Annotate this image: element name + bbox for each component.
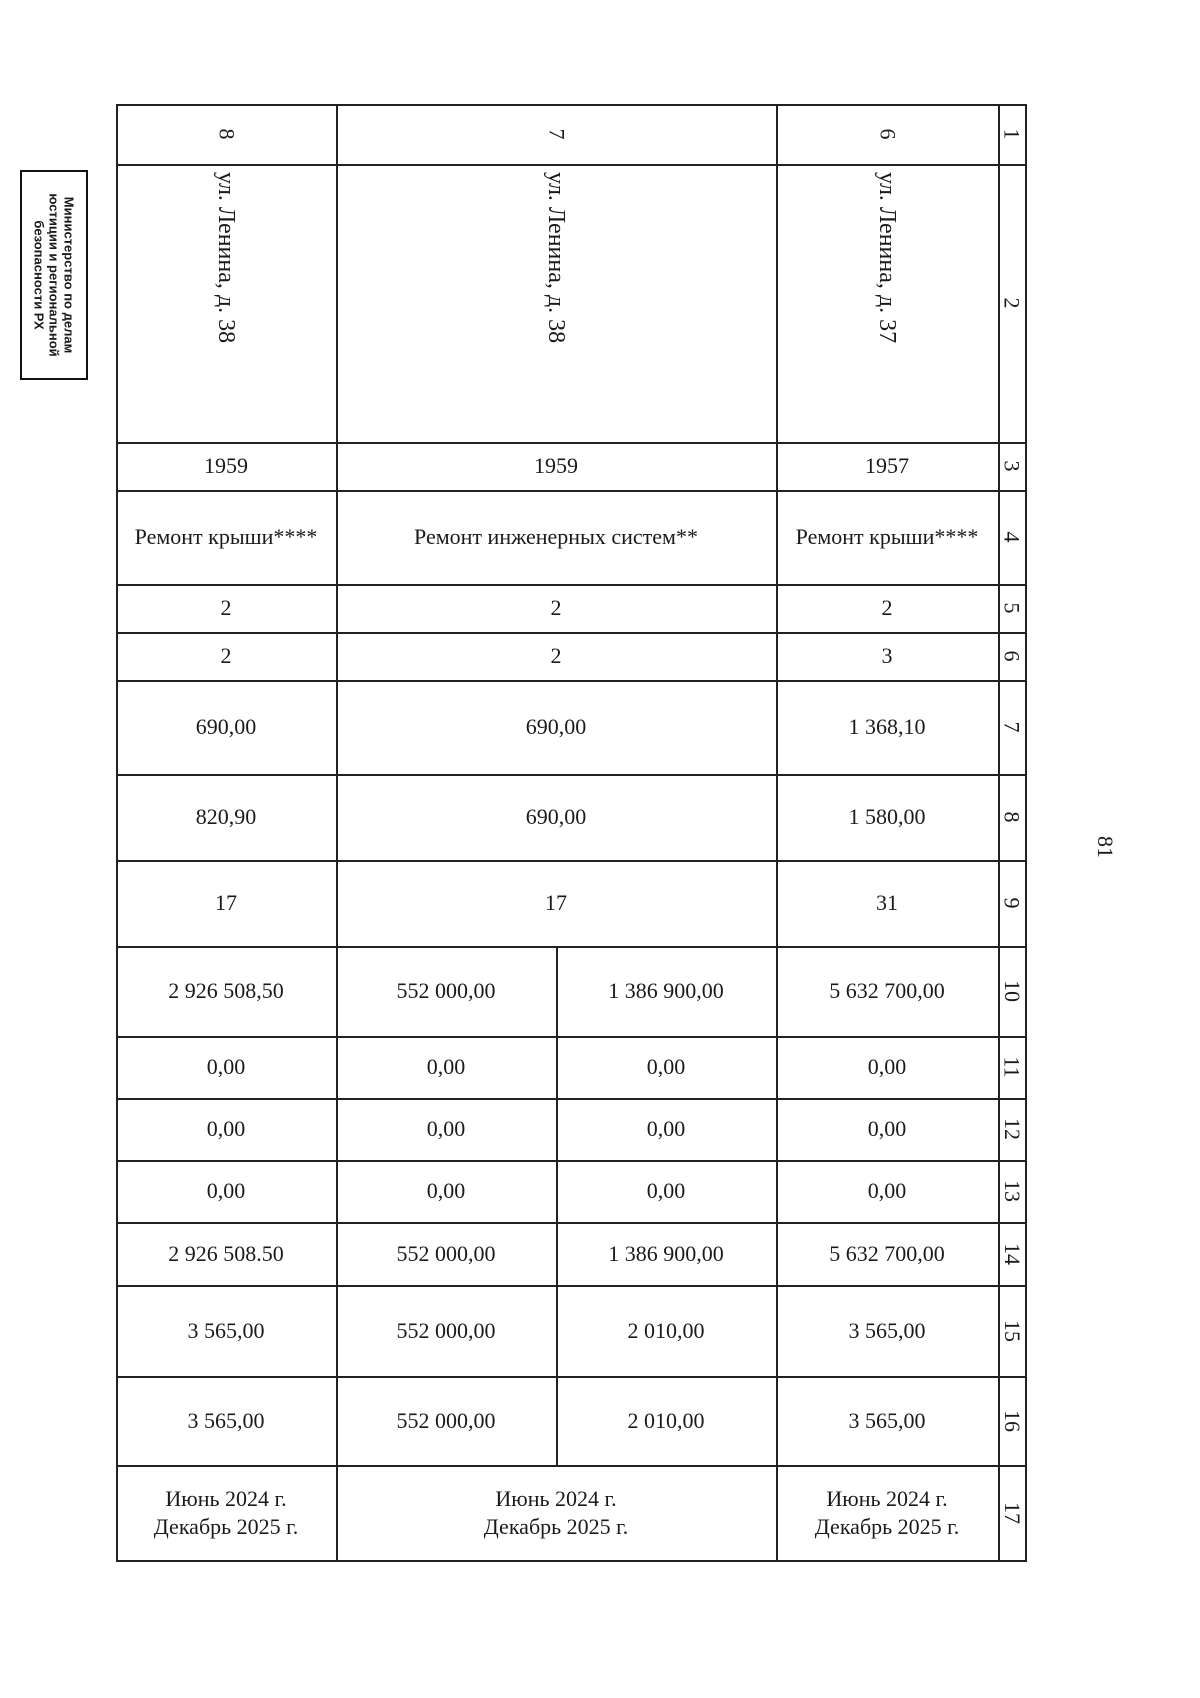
row-number-17 bbox=[998, 1465, 1025, 1560]
col-a-row14 bbox=[776, 1222, 998, 1285]
col-b-row14-left-text: 552 000,00 bbox=[396, 1240, 496, 1266]
col-b-row17-line1: Июнь 2024 г. bbox=[495, 1485, 617, 1511]
col-b-row6 bbox=[336, 632, 776, 680]
col-b-row11-left-text: 0,00 bbox=[426, 1054, 466, 1079]
col-c-row14 bbox=[116, 1222, 336, 1285]
col-b-row13-left-text: 0,00 bbox=[426, 1178, 466, 1203]
col-b-row14-left bbox=[336, 1222, 556, 1285]
col-c-year bbox=[116, 442, 336, 490]
col-a-row12-text: 0,00 bbox=[867, 1116, 907, 1141]
col-c-row15-text: 3 565,00 bbox=[187, 1317, 265, 1343]
col-c-row13-text: 0,00 bbox=[206, 1178, 246, 1203]
col-c-row16 bbox=[116, 1376, 336, 1465]
col-c-row9-text: 17 bbox=[215, 890, 237, 915]
col-c-row17-line1: Июнь 2024 г. bbox=[165, 1485, 287, 1511]
col-b-row15-right-text: 2 010,00 bbox=[627, 1317, 705, 1343]
row-number-6-text: 6 bbox=[999, 650, 1025, 662]
col-a-row14-text: 5 632 700,00 bbox=[829, 1240, 945, 1266]
row-number-6 bbox=[998, 632, 1025, 680]
row-number-16 bbox=[998, 1376, 1025, 1465]
col-a-row17-line2: Декабрь 2025 г. bbox=[814, 1513, 960, 1539]
col-b-row16-right bbox=[556, 1376, 776, 1465]
col-b-year bbox=[336, 442, 776, 490]
col-b-row13-left bbox=[336, 1160, 556, 1222]
col-a-row6 bbox=[776, 632, 998, 680]
row-number-3-text: 3 bbox=[999, 460, 1025, 472]
row-number-5-text: 5 bbox=[999, 602, 1025, 614]
col-a-row11 bbox=[776, 1036, 998, 1098]
row-number-11 bbox=[998, 1036, 1025, 1098]
col-a-row13-text: 0,00 bbox=[867, 1178, 907, 1203]
row-number-12-text: 12 bbox=[999, 1118, 1025, 1140]
col-a-row6-text: 3 bbox=[881, 643, 893, 668]
col-c-row14-text: 2 926 508.50 bbox=[168, 1240, 284, 1266]
col-a-number bbox=[776, 104, 998, 164]
col-b-address: ул. Ленина, д. 38 bbox=[543, 172, 569, 344]
col-b-row5 bbox=[336, 584, 776, 632]
row-number-16-text: 16 bbox=[999, 1409, 1025, 1432]
row-number-1 bbox=[998, 104, 1025, 164]
col-b-number bbox=[336, 104, 776, 164]
col-c-row17-line2: Декабрь 2025 г. bbox=[153, 1513, 299, 1539]
col-c-address: ул. Ленина, д. 38 bbox=[213, 172, 239, 344]
col-a-row9-text: 31 bbox=[876, 890, 898, 915]
row-number-8 bbox=[998, 774, 1025, 860]
col-c-address-cell bbox=[116, 164, 336, 442]
row-number-7 bbox=[998, 680, 1025, 774]
col-a-work-type-text: Ремонт крыши**** bbox=[795, 524, 979, 549]
col-b-row6-text: 2 bbox=[550, 643, 562, 668]
col-b-row16-left-text: 552 000,00 bbox=[396, 1407, 496, 1433]
col-c-row10 bbox=[116, 946, 336, 1036]
col-b-row11-right-text: 0,00 bbox=[646, 1054, 686, 1079]
col-b-row11-right bbox=[556, 1036, 776, 1098]
col-c-year-text: 1959 bbox=[204, 453, 248, 478]
col-a-row7-text: 1 368,10 bbox=[848, 714, 926, 739]
row-number-2 bbox=[998, 164, 1025, 442]
col-a-year-text: 1957 bbox=[865, 453, 909, 478]
col-c-row6 bbox=[116, 632, 336, 680]
col-a-row15-text: 3 565,00 bbox=[848, 1317, 926, 1343]
col-c-row15 bbox=[116, 1285, 336, 1376]
row-number-17-text: 17 bbox=[999, 1501, 1025, 1524]
page-number: 81 bbox=[1093, 836, 1118, 858]
row-number-11-text: 11 bbox=[999, 1056, 1025, 1078]
col-c-row9 bbox=[116, 860, 336, 946]
col-c-row11 bbox=[116, 1036, 336, 1098]
col-b-address-cell bbox=[336, 164, 776, 442]
col-b-row12-right bbox=[556, 1098, 776, 1160]
col-a-row8 bbox=[776, 774, 998, 860]
col-b-row8-text: 690,00 bbox=[525, 804, 587, 829]
col-a-row5 bbox=[776, 584, 998, 632]
col-c-number-text: 8 bbox=[214, 128, 239, 140]
col-c-row8 bbox=[116, 774, 336, 860]
col-c-row12-text: 0,00 bbox=[206, 1116, 246, 1141]
col-b-row10-right bbox=[556, 946, 776, 1036]
row-number-5 bbox=[998, 584, 1025, 632]
col-b-row16-left bbox=[336, 1376, 556, 1465]
row-number-10-text: 10 bbox=[999, 980, 1025, 1002]
col-b-row12-right-text: 0,00 bbox=[646, 1116, 686, 1141]
col-b-row7-text: 690,00 bbox=[525, 714, 587, 739]
col-c-row7 bbox=[116, 680, 336, 774]
col-b-work-type bbox=[336, 490, 776, 584]
col-c-row5 bbox=[116, 584, 336, 632]
col-a-row17 bbox=[776, 1465, 998, 1560]
col-c-row17 bbox=[116, 1465, 336, 1560]
col-b-row15-left-text: 552 000,00 bbox=[396, 1317, 496, 1343]
col-a-row10 bbox=[776, 946, 998, 1036]
col-b-row17-line2: Декабрь 2025 г. bbox=[483, 1513, 629, 1539]
col-c-row10-text: 2 926 508,50 bbox=[168, 978, 284, 1003]
row-number-1-text: 1 bbox=[999, 128, 1025, 140]
row-number-13 bbox=[998, 1160, 1025, 1222]
col-a-row16 bbox=[776, 1376, 998, 1465]
row-number-9-text: 9 bbox=[999, 897, 1025, 909]
col-a-row10-text: 5 632 700,00 bbox=[829, 978, 945, 1003]
col-a-row5-text: 2 bbox=[881, 595, 893, 620]
col-c-work-type bbox=[116, 490, 336, 584]
col-b-row8 bbox=[336, 774, 776, 860]
col-b-row7 bbox=[336, 680, 776, 774]
col-a-year bbox=[776, 442, 998, 490]
row-number-13-text: 13 bbox=[999, 1180, 1025, 1202]
col-b-row12-left bbox=[336, 1098, 556, 1160]
table-right-border bbox=[1025, 104, 1027, 1562]
col-a-address-cell bbox=[776, 164, 998, 442]
col-a-work-type bbox=[776, 490, 998, 584]
row-number-8-text: 8 bbox=[999, 811, 1025, 823]
row-number-14-text: 14 bbox=[999, 1242, 1025, 1265]
col-b-row14-right-text: 1 386 900,00 bbox=[608, 1240, 724, 1266]
col-b-row11-left bbox=[336, 1036, 556, 1098]
col-a-address: ул. Ленина, д. 37 bbox=[874, 172, 900, 344]
col-b-row15-right bbox=[556, 1285, 776, 1376]
col-a-row15 bbox=[776, 1285, 998, 1376]
col-b-row16-right-text: 2 010,00 bbox=[627, 1407, 705, 1433]
col-c-row5-text: 2 bbox=[220, 595, 232, 620]
col-a-row16-text: 3 565,00 bbox=[848, 1407, 926, 1433]
col-b-row10-right-text: 1 386 900,00 bbox=[608, 978, 724, 1003]
col-c-row8-text: 820,90 bbox=[195, 804, 257, 829]
col-b-row5-text: 2 bbox=[550, 595, 562, 620]
col-c-work-type-text: Ремонт крыши**** bbox=[134, 524, 318, 549]
stamp-text: Министерство по делам юстиции и региональной безопасности РХ bbox=[31, 193, 77, 357]
col-b-year-text: 1959 bbox=[534, 453, 578, 478]
row-number-15-text: 15 bbox=[999, 1319, 1025, 1342]
row-number-4 bbox=[998, 490, 1025, 584]
row-border-17 bbox=[116, 1560, 1027, 1562]
col-b-row14-right bbox=[556, 1222, 776, 1285]
col-a-row9 bbox=[776, 860, 998, 946]
col-b-row10-left-text: 552 000,00 bbox=[396, 978, 496, 1003]
col-b-row15-left bbox=[336, 1285, 556, 1376]
row-number-3 bbox=[998, 442, 1025, 490]
row-number-7-text: 7 bbox=[999, 721, 1025, 733]
col-b-number-text: 7 bbox=[544, 128, 569, 140]
row-number-9 bbox=[998, 860, 1025, 946]
col-b-row10-left bbox=[336, 946, 556, 1036]
col-c-number bbox=[116, 104, 336, 164]
col-a-row7 bbox=[776, 680, 998, 774]
col-a-row12 bbox=[776, 1098, 998, 1160]
row-number-10 bbox=[998, 946, 1025, 1036]
col-b-work-type-text: Ремонт инженерных систем** bbox=[414, 524, 698, 549]
col-a-row8-text: 1 580,00 bbox=[848, 804, 926, 829]
row-number-14 bbox=[998, 1222, 1025, 1285]
col-c-row16-text: 3 565,00 bbox=[187, 1407, 265, 1433]
col-b-row12-left-text: 0,00 bbox=[426, 1116, 466, 1141]
col-c-row7-text: 690,00 bbox=[195, 714, 257, 739]
row-number-2-text: 2 bbox=[999, 297, 1025, 309]
col-a-row17-line1: Июнь 2024 г. bbox=[826, 1485, 948, 1511]
col-b-row9 bbox=[336, 860, 776, 946]
col-c-row13 bbox=[116, 1160, 336, 1222]
col-b-row13-right bbox=[556, 1160, 776, 1222]
col-a-row11-text: 0,00 bbox=[867, 1054, 907, 1079]
row-number-4-text: 4 bbox=[999, 531, 1025, 543]
col-b-row13-right-text: 0,00 bbox=[646, 1178, 686, 1203]
col-a-row13 bbox=[776, 1160, 998, 1222]
row-number-15 bbox=[998, 1285, 1025, 1376]
col-c-row6-text: 2 bbox=[220, 643, 232, 668]
col-a-number-text: 6 bbox=[875, 128, 900, 140]
row-number-12 bbox=[998, 1098, 1025, 1160]
col-b-row9-text: 17 bbox=[545, 890, 567, 915]
col-c-row11-text: 0,00 bbox=[206, 1054, 246, 1079]
col-b-row17 bbox=[336, 1465, 776, 1560]
col-c-row12 bbox=[116, 1098, 336, 1160]
